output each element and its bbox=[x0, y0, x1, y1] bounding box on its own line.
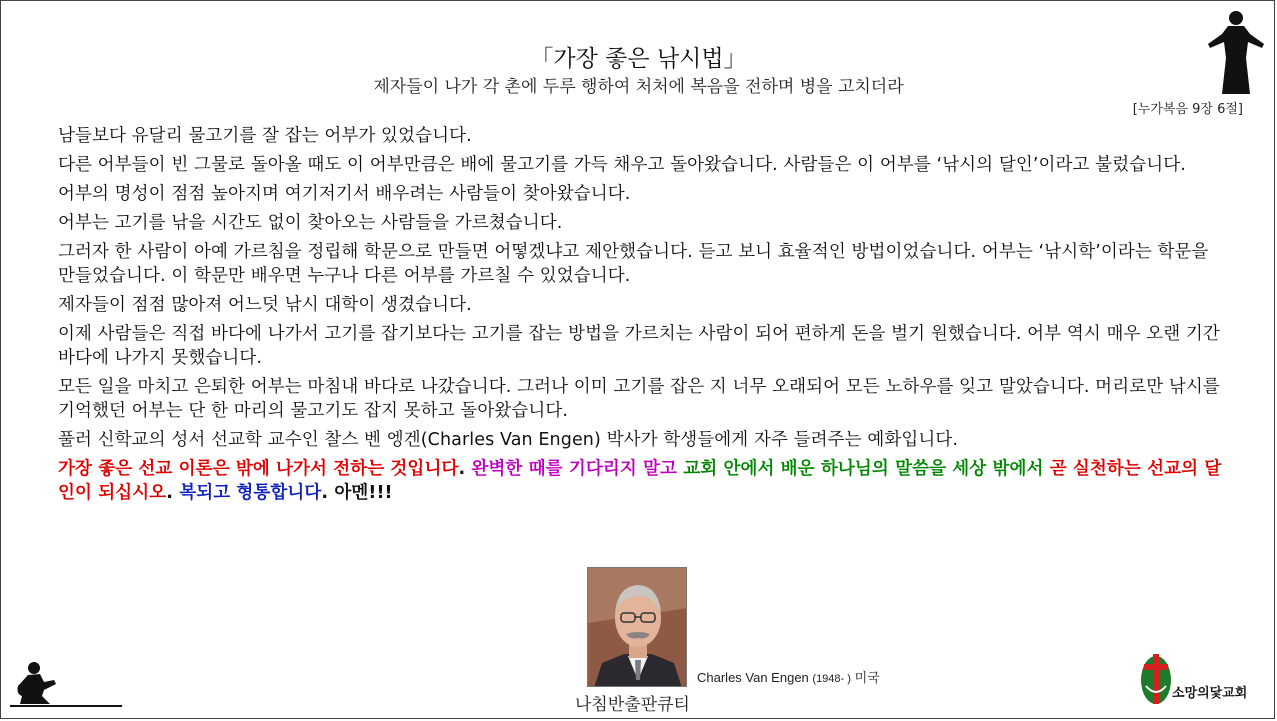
scripture-verse: 제자들이 나가 각 촌에 두루 행하여 처처에 복음을 전하며 병을 고치더라 bbox=[373, 77, 904, 97]
kneeling-prayer-icon bbox=[10, 660, 122, 710]
portrait-caption bbox=[697, 667, 880, 686]
closing-exhortation bbox=[58, 457, 1228, 505]
story-paragraph: 이제 사람들은 직접 바다에 나가서 고기를 잡기보다는 고기를 잡는 방법을 가르치는 사람이 되어 편하게 돈을 벌기 원했습니다. 어부 역시 매우 오랜 기간 바다에 나가지 못했습니다. bbox=[58, 324, 1220, 368]
closing-part: 복되고 형통합니다 bbox=[179, 483, 322, 503]
caption-name: Charles Van Engen bbox=[697, 670, 809, 685]
closing-part: 교회 안에서 배운 하나님의 말씀을 세상 밖에서 bbox=[683, 459, 1050, 479]
story-paragraph: 제자들이 점점 많아져 어느덧 낚시 대학이 생겼습니다. bbox=[58, 295, 472, 315]
caption-years: (1948- ) bbox=[812, 673, 851, 685]
closing-punct: . bbox=[321, 483, 335, 503]
closing-part: 곧 실천하는 선교의 달인이 되십시오 bbox=[58, 459, 1222, 503]
portrait-photo bbox=[587, 567, 687, 687]
church-name: 소망의닻교회 bbox=[1172, 686, 1248, 701]
story-paragraph: 다른 어부들이 빈 그물로 돌아올 때도 이 어부만큼은 배에 물고기를 가득 채우고 돌아왔습니다. 사람들은 이 어부를 ‘낚시의 달인’이라고 불렀습니다. bbox=[58, 155, 1186, 175]
closing-amen: 아멘!!! bbox=[334, 483, 393, 503]
story-paragraph: 그러자 한 사람이 아예 가르침을 정립해 학문으로 만들면 어떻겠냐고 제안했습니다. 듣고 보니 효율적인 방법이었습니다. 어부는 ‘낚시학’이라는 학문을 만들었습니다. 이 학문만 배우면 누구나 다른 어부를 가르칠 수 있었습니다. bbox=[58, 242, 1209, 286]
scripture-reference: [누가복음 9장 6절] bbox=[1132, 102, 1243, 117]
story-paragraph: 풀러 신학교의 성서 선교학 교수인 찰스 벤 엥겐(Charles Van Engen) 박사가 학생들에게 자주 들려주는 예화입니다. bbox=[58, 430, 959, 450]
story-body bbox=[58, 124, 1228, 505]
source-credit: 나침반출판큐티 bbox=[575, 695, 690, 715]
closing-punct: . bbox=[166, 483, 180, 503]
caption-country: 미국 bbox=[854, 670, 880, 685]
page-title: 「가장 좋은 낚시법」 bbox=[530, 46, 747, 72]
portrait-illustration bbox=[588, 568, 687, 687]
story-paragraph: 모든 일을 마치고 은퇴한 어부는 마침내 바다로 나갔습니다. 그러나 이미 고기를 잡은 지 너무 오래되어 모든 노하우를 잊고 말았습니다. 머리로만 낚시를 기억했던 어부는 단 한 마리의 물고기도 잡지 못하고 돌아왔습니다. bbox=[58, 377, 1220, 421]
story-paragraph: 어부는 고기를 낚을 시간도 없이 찾아오는 사람들을 가르쳤습니다. bbox=[58, 213, 563, 233]
closing-punct: . bbox=[458, 459, 472, 479]
closing-part: 완벽한 때를 기다리지 말고 bbox=[471, 459, 678, 479]
story-paragraph: 남들보다 유달리 물고기를 잘 잡는 어부가 있었습니다. bbox=[58, 126, 472, 146]
story-paragraph: 어부의 명성이 점점 높아지며 여기저기서 배우려는 사람들이 찾아왔습니다. bbox=[58, 184, 631, 204]
closing-part: 가장 좋은 선교 이론은 밖에 나가서 전하는 것입니다 bbox=[58, 459, 459, 479]
